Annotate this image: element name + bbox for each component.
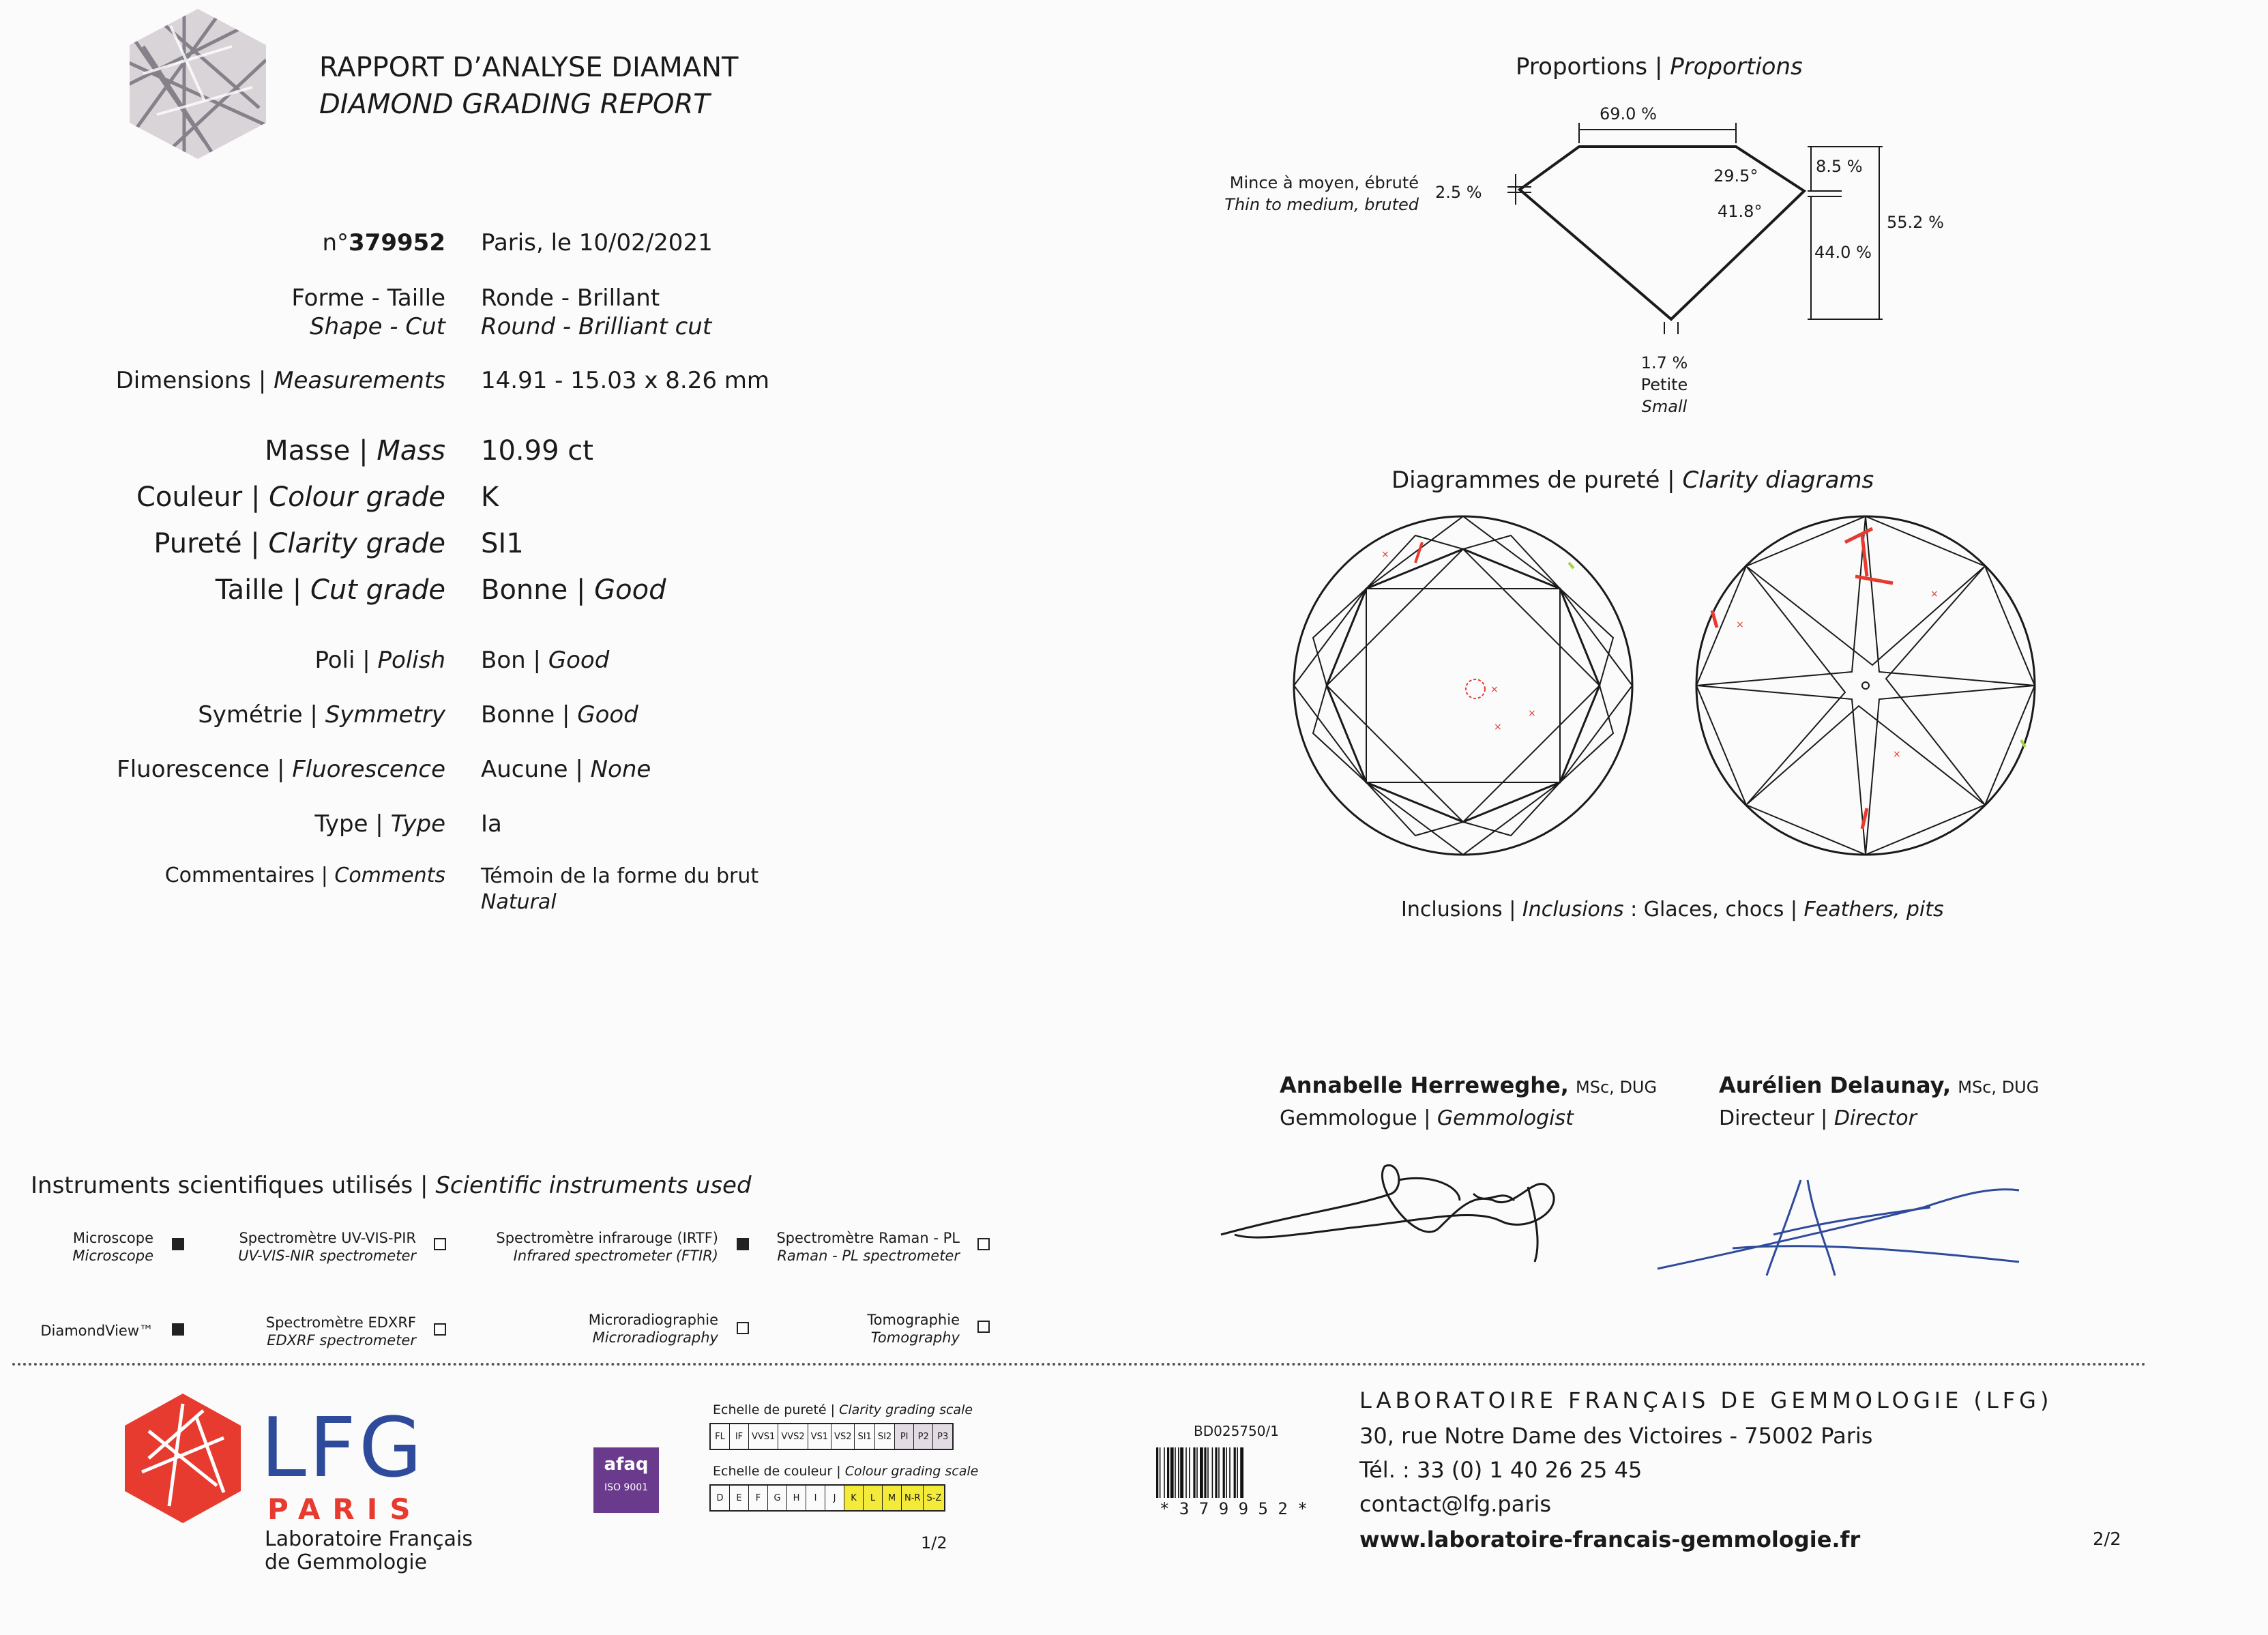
instrument-raman-pl: Spectromètre Raman - PL Raman - PL spectrometer <box>776 1230 960 1264</box>
barcode-bar <box>1218 1447 1220 1498</box>
shape-cut-label: Forme - Taille Shape - Cut <box>291 284 445 340</box>
instrument-tomography: Tomographie Tomography <box>867 1312 960 1346</box>
svg-text:×: × <box>1893 749 1901 760</box>
cut-grade-label: Taille | Cut grade <box>215 574 445 606</box>
clarity-diagram-pavilion <box>1688 508 2043 863</box>
clarity-scale-cell: PI <box>895 1424 914 1449</box>
colour-scale-cell: K <box>844 1486 864 1510</box>
barcode-bar <box>1226 1447 1227 1498</box>
barcode-image <box>1156 1447 1320 1498</box>
barcode-bar <box>1156 1447 1158 1498</box>
cut-grade-value: Bonne | Good <box>481 574 666 606</box>
instrument-edxrf: Spectromètre EDXRF EDXRF spectrometer <box>265 1314 416 1349</box>
colour-scale-cell: M <box>883 1486 902 1510</box>
colour-scale-cell: N-R <box>902 1486 924 1510</box>
fluorescence-value: Aucune | None <box>481 756 651 783</box>
mass-value: 10.99 ct <box>481 435 593 467</box>
shape-cut-value: Ronde - Brillant Round - Brilliant cut <box>481 284 712 340</box>
colour-scale-cell: I <box>806 1486 825 1510</box>
colour-scale-cell: E <box>730 1486 749 1510</box>
comments-value: Témoin de la forme du brut Natural <box>481 864 759 914</box>
signatory-2-name: Aurélien Delaunay, MSc, DUG <box>1719 1072 2039 1098</box>
instrument-microradiography: Microradiographie Microradiography <box>588 1312 718 1346</box>
crown-height: 8.5 % <box>1816 157 1863 176</box>
proportions-title: Proportions | Proportions <box>1516 53 1803 80</box>
clarity-grade-value: SI1 <box>481 528 524 559</box>
report-title-fr: RAPPORT D’ANALYSE DIAMANT <box>319 52 739 83</box>
barcode-bar <box>1215 1447 1217 1498</box>
barcode-bar <box>1175 1447 1176 1498</box>
barcode-bar <box>1196 1447 1198 1498</box>
colour-scale-title: Echelle de couleur | Colour grading scale <box>713 1464 979 1479</box>
type-value: Ia <box>481 810 502 838</box>
clarity-scale-cell: VVS2 <box>778 1424 808 1449</box>
clarity-grading-scale <box>709 1423 954 1450</box>
pavilion-angle: 41.8° <box>1718 202 1763 221</box>
colour-scale-cell: G <box>768 1486 787 1510</box>
clarity-scale-cell: FL <box>711 1424 730 1449</box>
lab-phone: Tél. : 33 (0) 1 40 26 25 45 <box>1359 1457 1643 1483</box>
instrument-diamondview: DiamondView™ <box>40 1323 153 1339</box>
clarity-scale-cell: P2 <box>914 1424 933 1449</box>
signatory-1-name: Annabelle Herreweghe, MSc, DUG <box>1280 1072 1658 1098</box>
instrument-raman-pl-checkbox <box>977 1238 990 1250</box>
lfg-logo-text: LFG <box>261 1401 425 1496</box>
barcode-bar <box>1212 1447 1213 1498</box>
table-percent: 69.0 % <box>1600 104 1657 123</box>
girdle-description: Mince à moyen, ébruté Thin to medium, bruted <box>1224 173 1419 214</box>
barcode-bar <box>1164 1447 1165 1498</box>
instrument-microscope: Microscope Microscope <box>72 1230 153 1264</box>
instrument-uv-vis-nir-checkbox <box>434 1238 446 1250</box>
svg-text:×: × <box>1528 708 1536 719</box>
colour-scale-cell: S-Z <box>924 1486 944 1510</box>
barcode-bar <box>1237 1447 1238 1498</box>
place-date: Paris, le 10/02/2021 <box>481 229 713 256</box>
colour-grading-scale <box>709 1484 945 1512</box>
barcode-bar <box>1180 1447 1183 1498</box>
measurements-label: Dimensions | Measurements <box>115 367 445 394</box>
clarity-grade-label: Pureté | Clarity grade <box>153 528 445 559</box>
instrument-tomography-checkbox <box>977 1321 990 1333</box>
clarity-scale-cell: VS2 <box>831 1424 855 1449</box>
barcode-bar <box>1193 1447 1195 1498</box>
clarity-scale-title: Echelle de pureté | Clarity grading scale <box>713 1402 973 1417</box>
inclusions-summary: Inclusions | Inclusions : Glaces, chocs | Feathers, pits <box>1401 898 1944 922</box>
lab-address: 30, rue Notre Dame des Victoires - 75002 Paris <box>1359 1423 1873 1449</box>
barcode-bar <box>1185 1447 1187 1498</box>
instrument-uv-vis-nir: Spectromètre UV-VIS-PIR UV-VIS-NIR spectrometer <box>238 1230 416 1264</box>
page-number-right: 2/2 <box>2093 1529 2121 1550</box>
mass-label: Masse | Mass <box>265 435 445 467</box>
measurements-value: 14.91 - 15.03 x 8.26 mm <box>481 367 770 394</box>
lab-name: LABORATOIRE FRANÇAIS DE GEMMOLOGIE (LFG) <box>1359 1387 2053 1413</box>
instrument-ftir: Spectromètre infrarouge (IRTF) Infrared spectrometer (FTIR) <box>496 1230 718 1264</box>
report-number: n°379952 <box>322 229 445 256</box>
barcode-bar <box>1207 1447 1209 1498</box>
colour-scale-cell: L <box>864 1486 883 1510</box>
type-label: Type | Type <box>314 810 445 838</box>
clarity-diagram-crown <box>1286 508 1640 863</box>
clarity-scale-cell: VS1 <box>808 1424 831 1449</box>
colour-grade-value: K <box>481 482 499 513</box>
lfg-logo-name: Laboratoire Français de Gemmologie <box>265 1527 473 1574</box>
culet-description: 1.7 % Petite Small <box>1640 353 1688 416</box>
diamond-hexagon-logo-icon <box>123 5 273 162</box>
colour-scale-cell: H <box>787 1486 806 1510</box>
barcode-reference: BD025750/1 <box>1194 1423 1279 1439</box>
footer-divider <box>12 1363 2147 1366</box>
signatory-1-role: Gemmologue | Gemmologist <box>1280 1106 1574 1130</box>
svg-text:×: × <box>1930 589 1939 600</box>
instrument-diamondview-checkbox <box>172 1323 184 1336</box>
clarity-diagrams-title: Diagrammes de pureté | Clarity diagrams <box>1391 467 1874 494</box>
colour-grade-label: Couleur | Colour grade <box>136 482 445 513</box>
barcode-bar <box>1204 1447 1206 1498</box>
clarity-scale-cell: P3 <box>933 1424 952 1449</box>
instrument-ftir-checkbox <box>737 1238 749 1250</box>
clarity-scale-cell: SI2 <box>875 1424 895 1449</box>
barcode-bar <box>1234 1447 1236 1498</box>
instrument-microradiography-checkbox <box>737 1322 749 1334</box>
barcode-bar <box>1178 1447 1179 1498</box>
clarity-scale-cell: SI1 <box>855 1424 874 1449</box>
girdle-percent: 2.5 % <box>1435 183 1482 202</box>
lab-website[interactable]: www.laboratoire-francais-gemmologie.fr <box>1359 1527 1861 1552</box>
barcode-bar <box>1229 1447 1231 1498</box>
lfg-hexagon-logo-icon <box>121 1390 244 1527</box>
svg-text:×: × <box>1494 722 1502 733</box>
barcode-bar <box>1167 1447 1169 1498</box>
svg-text:×: × <box>1490 684 1499 695</box>
barcode-bar <box>1189 1447 1190 1498</box>
barcode-bar <box>1223 1447 1225 1498</box>
lab-email[interactable]: contact@lfg.paris <box>1359 1491 1552 1517</box>
report-title-en: DIAMOND GRADING REPORT <box>319 89 710 120</box>
page-number-left: 1/2 <box>921 1533 947 1552</box>
clarity-scale-cell: VVS1 <box>749 1424 778 1449</box>
signature-1-image <box>1214 1146 1582 1269</box>
barcode-text: * 3 7 9 9 5 2 * <box>1160 1499 1308 1518</box>
crown-angle: 29.5° <box>1713 166 1758 186</box>
signature-2-image <box>1651 1153 2033 1282</box>
fluorescence-label: Fluorescence | Fluorescence <box>117 756 445 783</box>
lfg-logo-sub: PARIS <box>267 1492 423 1526</box>
barcode-bar <box>1160 1447 1161 1498</box>
signatory-2-role: Directeur | Director <box>1719 1106 1917 1130</box>
barcode-bar <box>1170 1447 1174 1498</box>
symmetry-label: Symétrie | Symmetry <box>198 701 445 728</box>
total-depth: 55.2 % <box>1887 213 1944 232</box>
polish-value: Bon | Good <box>481 647 610 674</box>
instruments-title: Instruments scientifiques utilisés | Scientific instruments used <box>31 1172 752 1199</box>
barcode-bar <box>1200 1447 1203 1498</box>
symmetry-value: Bonne | Good <box>481 701 638 728</box>
afaq-iso-badge: afaq ISO 9001 <box>593 1447 659 1513</box>
colour-scale-cell: J <box>825 1486 844 1510</box>
svg-text:×: × <box>1736 619 1744 630</box>
svg-text:×: × <box>1381 549 1389 560</box>
colour-scale-cell: F <box>749 1486 768 1510</box>
pavilion-depth: 44.0 % <box>1814 243 1872 262</box>
comments-label: Commentaires | Comments <box>164 864 445 887</box>
barcode-bar <box>1240 1447 1243 1498</box>
instrument-edxrf-checkbox <box>434 1323 446 1336</box>
polish-label: Poli | Polish <box>314 647 445 674</box>
clarity-scale-cell: IF <box>730 1424 749 1449</box>
instrument-microscope-checkbox <box>172 1238 184 1250</box>
colour-scale-cell: D <box>711 1486 730 1510</box>
